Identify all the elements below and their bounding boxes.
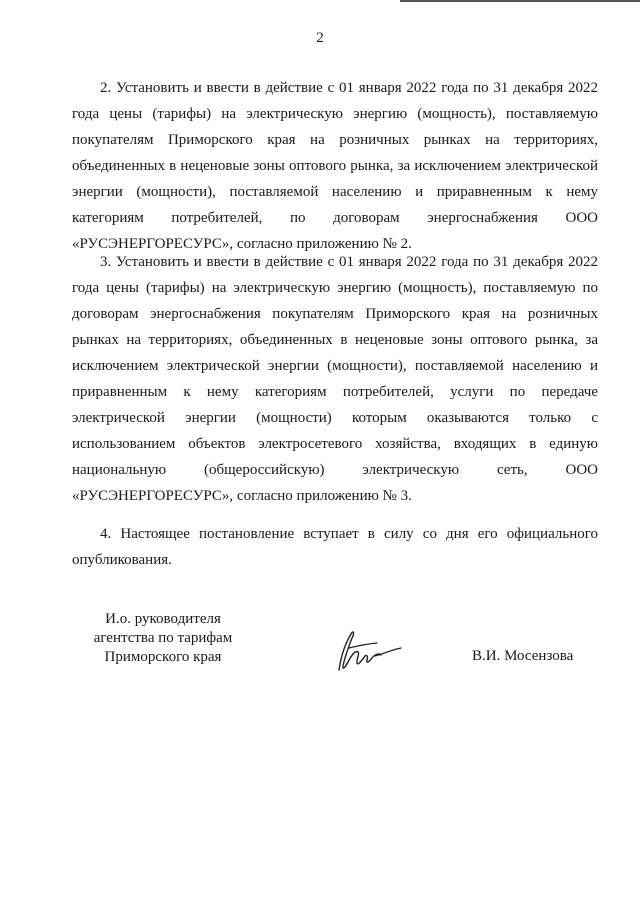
- paragraph-item-3: 3. Установить и ввести в действие с 01 января 2022 года по 31 декабря 2022 года цены (тарифы) на электрическую энергию (мощность), поставляемую по договорам энергоснабжения покупателям Приморского края на розничных рынках на территориях, объединенных в неценовые зоны оптового рынка, за исключением электрической энергии (мощности), поставляемой населению и приравненным к нему категориям потребителей, услуги по передаче электрической энергии (мощности) которым оказываются только с использованием объектов электросетевого хозяйства, входящих в единую национальную (общероссийскую) электрическую сеть, ООО «РУСЭНЕРГОРЕСУРС», согласно приложению № 3.: [72, 254, 598, 504]
- signature-block: [0, 610, 640, 680]
- scan-edge-mark: [400, 0, 640, 2]
- signatory-title: [78, 610, 248, 667]
- signatory-title-line-2: агентства по тарифам: [93, 630, 233, 646]
- handwritten-signature: [325, 626, 405, 676]
- page-number: 2: [316, 30, 324, 46]
- paragraph-item-4: 4. Настоящее постановление вступает в силу со дня его официального опубликования.: [72, 526, 598, 568]
- signatory-title-line-3: Приморского края: [104, 649, 222, 665]
- signatory-name: В.И. Мосензова: [472, 648, 574, 664]
- signatory-title-line-1: И.о. руководителя: [105, 611, 221, 627]
- paragraph-item-2: 2. Установить и ввести в действие с 01 января 2022 года по 31 декабря 2022 года цены (тарифы) на электрическую энергию (мощность), поставляемую покупателям Приморского края на розничных рынках на территориях, объединенных в неценовые зоны оптового рынка, за исключением электрической энергии (мощности), поставляемой населению и приравненным к нему категориям потребителей, по договорам энергоснабжения ООО «РУСЭНЕРГОРЕСУРС», согласно приложению № 2.: [72, 80, 598, 252]
